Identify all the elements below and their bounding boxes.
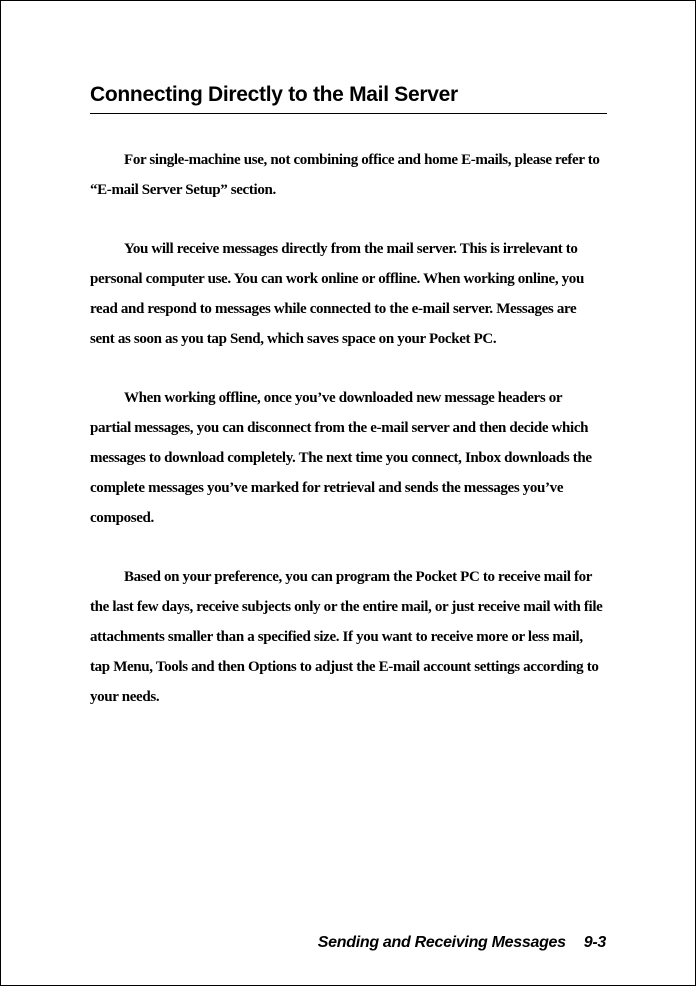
paragraph-4	[90, 562, 604, 712]
send-keyword: Send,	[229, 331, 264, 347]
footer-page-number: 9-3	[583, 934, 606, 951]
body-text	[90, 145, 604, 741]
paragraph-2-text-b: which saves space on your Pocket PC.	[263, 331, 497, 347]
menu-tools-keyword: Menu, Tools	[113, 659, 188, 675]
paragraph-1: For single-machine use, not combining office and home E-mails, please refer to “E-mail Server Setup” section.	[90, 152, 600, 198]
section-heading: Connecting Directly to the Mail Server	[90, 81, 607, 114]
paragraph-3: When working offline, once you’ve downloaded new message headers or partial messages, you can disconnect from the e-mail server and then decide which messages to download completely. The next time you connect, Inbox downloads the complete messages you’ve marked for retrieval and sends the messages you’ve composed.	[90, 390, 592, 526]
options-keyword: Options	[247, 659, 297, 675]
paragraph-4-text-c: to adjust the E-mail account settings according to your needs.	[90, 659, 599, 705]
paragraph-4-text-b: and then	[187, 659, 248, 675]
paragraph-4-text-a: Based on your preference, you can program the Pocket PC to receive mail for the last few days, receive subjects only or the entire mail, or just receive mail with file attachments smaller than a specified size. If you want to receive more or less mail, tap	[90, 569, 603, 675]
paragraph-2-text-a: You will receive messages directly from the mail server. This is irrelevant to personal computer use. You can work online or offline. When working online, you read and respond to messages while connected to the e-mail server. Messages are sent as soon as you tap	[90, 241, 584, 347]
page-footer	[318, 934, 606, 952]
footer-chapter-title: Sending and Receiving Messages	[317, 934, 566, 951]
paragraph-2	[90, 234, 604, 354]
